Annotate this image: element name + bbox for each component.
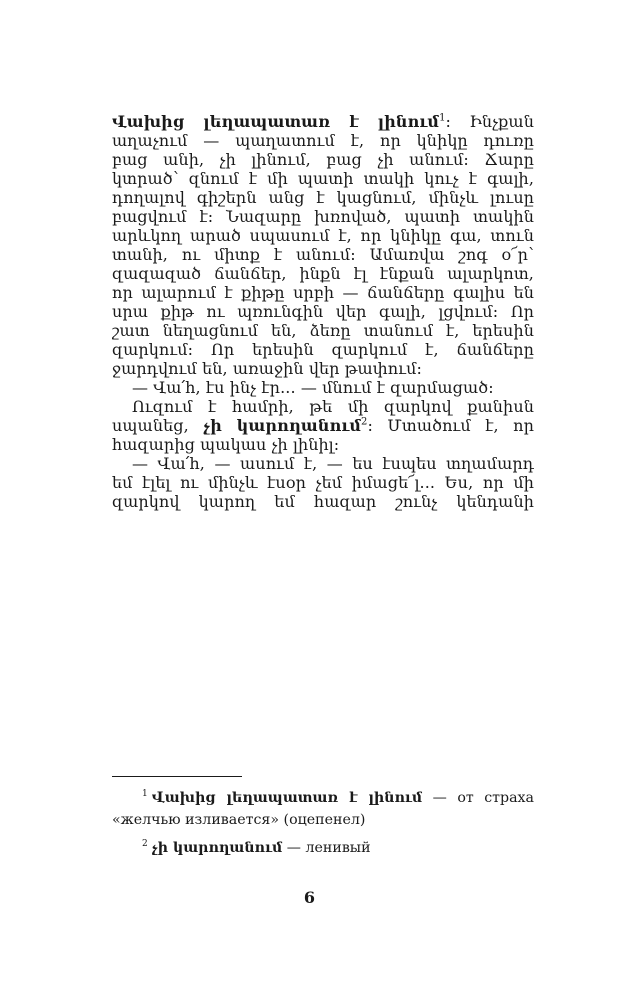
text-line-7: արևկող արած սպասում է, որ կնիկը գա, տուն xyxy=(112,226,534,245)
text-line-10: որ ալարում է քիթը սրբի — ճանճերը գալիս են xyxy=(112,283,534,302)
footnote-divider xyxy=(112,776,242,777)
page-number: 6 xyxy=(303,888,316,907)
text-line-15: — Վա՛հ, էս ինչ էր... — մնում է զարմացած: xyxy=(132,378,494,397)
footnote-gloss: — ленивый xyxy=(282,840,371,856)
footnotes xyxy=(112,787,534,859)
footnote-number: 2 xyxy=(142,839,148,850)
footnote-1 xyxy=(112,787,534,809)
footnote-1-continued: «желчью изливается» (оцепенел) xyxy=(112,812,366,828)
text-line-19: — Վա՛հ, — ասում է, — ես էսպես տղամարդ xyxy=(132,454,534,473)
text-line-1: Վախից լեղապատառ է լինում$^1$: Ինչքան xyxy=(112,112,534,131)
footnote-ref-2[interactable]: 2 xyxy=(361,416,368,428)
text-line-13: զարկում: Որ երեսին զարկում է, ճանճերը xyxy=(112,340,534,359)
text-line-14: ջարդվում են, առաջին վեր թափում: xyxy=(112,359,422,378)
glossed-term: Վախից լեղապատառ է լինում xyxy=(112,112,440,131)
text-line-21: զարկով կարող եմ հազար շունչ կենդանի xyxy=(112,492,534,511)
glossed-term: չի կարողանում xyxy=(203,416,362,435)
text-line-8: տանի, ու միտք է անում: Ամառվա շոգ օ՜ր՝ xyxy=(112,245,534,264)
text-line-20: եմ էլել ու մինչև էսօր չեմ իմացե՜լ... Ես, որ մի xyxy=(112,473,534,492)
footnote-gloss: — от страха xyxy=(422,790,534,806)
text-line-18: հազարից պակաս չի լինիլ: xyxy=(112,435,340,454)
text-line-4: կտրած՝ զնում է մի պատի տակի կուչ է գալի, xyxy=(112,169,534,188)
text-line-6: բացվում է: Նազարը խռոված, պատի տակին xyxy=(112,207,534,226)
text-line-2: աղաչում — պաղատում է, որ կնիկը դուռը xyxy=(112,131,534,150)
text-line-16: Ուզում է համրի, թե մի զարկով քանիսն xyxy=(132,397,534,416)
text-line-12: շատ նեղացնում են, ձեռը տանում է, երեսին xyxy=(112,321,534,340)
text-line-9: զազազած ճանճեր, ինքն էլ էնքան ալարկոտ, xyxy=(112,264,534,283)
text-line-17: սպանեց, չի կարողանում$^2$: Մտածում է, որ xyxy=(112,416,534,435)
text-line-5: դողալով գիշերն անց է կացնում, մինչև լուսը xyxy=(112,188,534,207)
footnote-ref-1[interactable]: 1 xyxy=(439,112,446,124)
footnote-number: 1 xyxy=(142,789,148,800)
text-line-3: բաց անի, չի լինում, բաց չի անում: Ճարը xyxy=(112,150,534,169)
text-line-11: սրա քիթ ու պռունգին վեր գալի, լցվում: Որ xyxy=(112,302,534,321)
footnote-2 xyxy=(112,837,534,859)
footnote-term: Վախից լեղապատառ է լինում xyxy=(151,790,423,806)
footnote-term: չի կարողանում xyxy=(151,840,283,856)
main-text xyxy=(112,112,534,511)
